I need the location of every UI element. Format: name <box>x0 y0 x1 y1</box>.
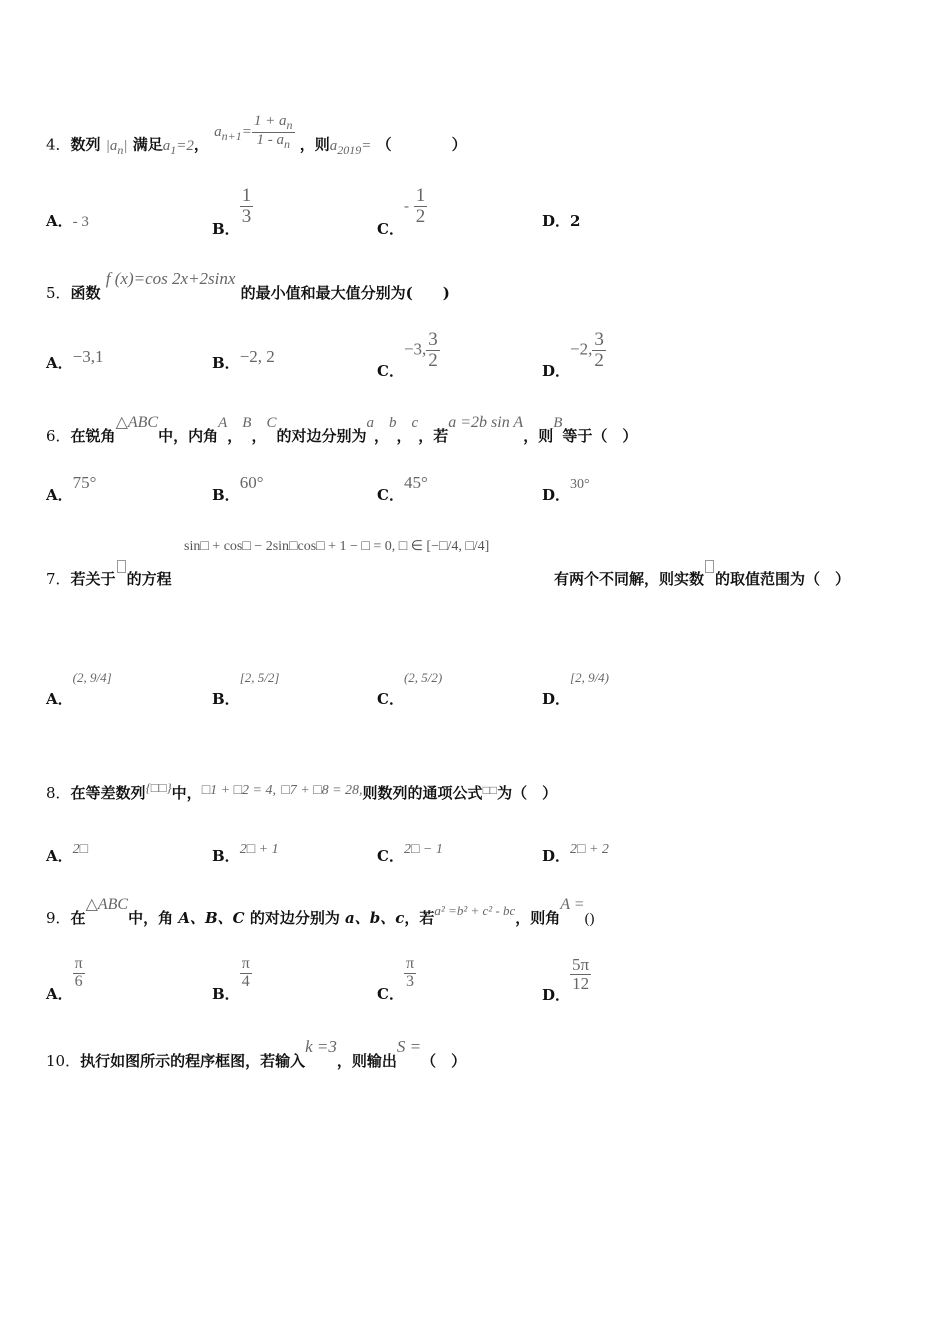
question-7: 7．若关于 的方程 <box>46 568 172 589</box>
question-4: 4．数列 $|a_n|$ 满足$a_1=2$， $a_{n+1}=$ $\frac{1 + a_n}{1 - a_n}$ ，则$a_{2019}=$ （ ） <box>46 113 467 157</box>
option-4a[interactable]: A．- 3 <box>46 212 89 230</box>
initial-term: $a_1=2$ <box>162 137 194 157</box>
question-6: 6．在锐角△ABC中，内角A，B，C的对边分别为a，b，c，若a =2b sin A，则B等于（ ） <box>46 414 638 445</box>
option-9a[interactable]: A． $\frac{\pi}{6}$ <box>46 955 83 1004</box>
question-9: 9．在△ABC中，角 A、B、C 的对边分别为 a、b、c，若a² =b² + c² - bc，则角A =() <box>46 896 595 927</box>
question-7-cont: 有两个不同解，则实数 的取值范围为（ ） <box>554 568 850 589</box>
option-4c[interactable]: C．- $\frac{1}{2}$ <box>377 185 426 239</box>
option-4b[interactable]: B． $\frac{1}{3}$ <box>212 185 252 239</box>
option-8b[interactable]: B．2□ + 1 <box>212 842 279 865</box>
option-8d[interactable]: D．2□ + 2 <box>542 842 609 865</box>
option-7b[interactable]: B．[2, 5/2] <box>212 670 280 708</box>
option-5a[interactable]: A．−3,1 <box>46 347 104 372</box>
option-8a[interactable]: A．2□ <box>46 842 89 865</box>
option-5c[interactable]: C．−3, $\frac{3}{2}$ <box>377 329 438 381</box>
option-5d[interactable]: D．−2, $\frac{3}{2}$ <box>542 329 604 381</box>
option-6a[interactable]: A．75° <box>46 473 97 504</box>
option-9d[interactable]: D． $\frac{5\pi}{12}$ <box>542 955 590 1005</box>
question-10: 10．执行如图所示的程序框图，若输入k =3，则输出S =（ ） <box>46 1037 467 1070</box>
option-7a[interactable]: A．(2, 9/4] <box>46 670 112 708</box>
question-8: 8．在等差数列{□□}中，□1 + □2 = 4, □7 + □8 = 28,则数列的通项公式□□为（ ） <box>46 780 558 802</box>
equation-7: sin□ + cos□ − 2sin□cos□ + 1 − □ = 0, □ ∈ [−□/4, □/4] <box>184 539 490 554</box>
option-5b[interactable]: B．−2, 2 <box>212 347 275 372</box>
option-8c[interactable]: C．2□ − 1 <box>377 842 443 865</box>
option-7c[interactable]: C．(2, 5/2) <box>377 670 443 708</box>
question-5: 5．函数 f (x)=cos 2x+2sinx 的最小值和最大值分别为( ) <box>46 269 450 302</box>
option-6c[interactable]: C．45° <box>377 473 428 504</box>
function-formula: f (x)=cos 2x+2sinx <box>105 269 236 288</box>
question-number: 4． <box>46 135 71 154</box>
option-9c[interactable]: C． $\frac{\pi}{3}$ <box>377 955 415 1004</box>
option-9b[interactable]: B． $\frac{\pi}{4}$ <box>212 955 250 1004</box>
sequence: $|a_n|$ <box>105 137 128 157</box>
option-7d[interactable]: D．[2, 9/4) <box>542 670 610 708</box>
option-4d[interactable]: D．2 <box>542 212 581 230</box>
option-6d[interactable]: D．30° <box>542 477 590 504</box>
option-6b[interactable]: B．60° <box>212 473 264 504</box>
asked-term: $a_{2019}=$ <box>329 137 372 157</box>
recurrence: $a_{n+1}=$ $\frac{1 + a_n}{1 - a_n}$ <box>214 113 293 151</box>
